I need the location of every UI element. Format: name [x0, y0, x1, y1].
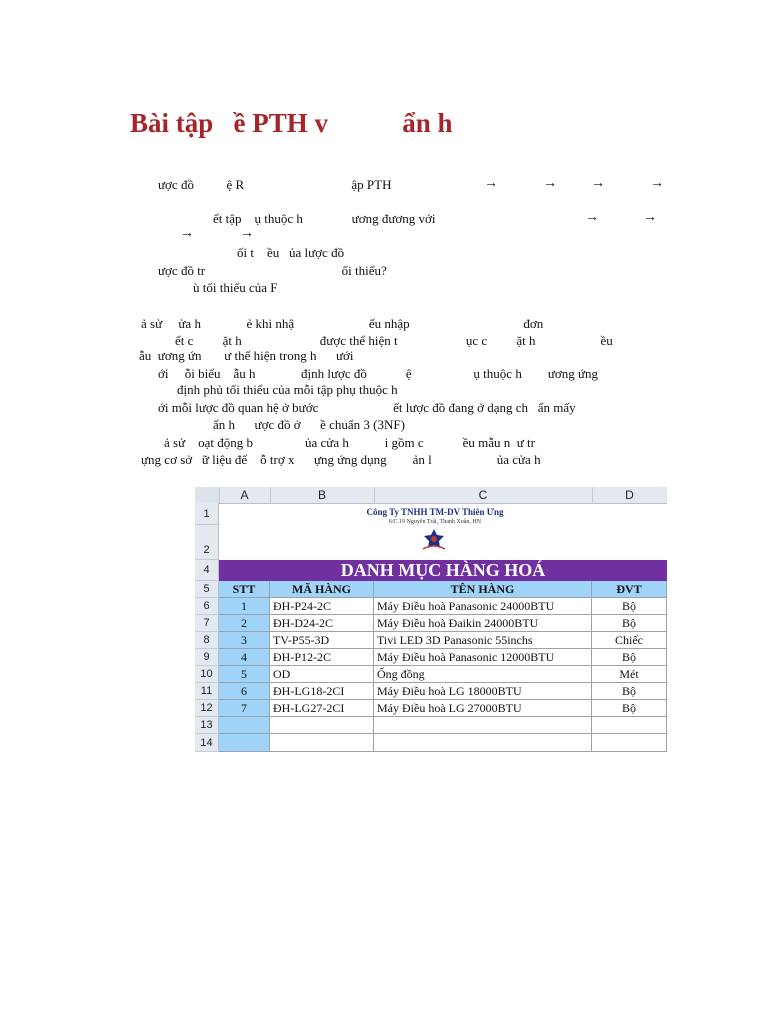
company-address: 6/C.19 Nguyễn Trãi, Thanh Xuân, HN — [388, 519, 482, 525]
page-title: Bài tập ề PTH v ẩn h — [130, 108, 453, 138]
cell-ma-hang: ĐH-P24-2C — [270, 598, 374, 615]
header-ten-hang: TÊN HÀNG — [374, 581, 592, 598]
row-header-10: 10 — [195, 666, 219, 683]
right-arrow-icon: → — [650, 176, 664, 191]
row-header-11: 11 — [195, 683, 219, 700]
text-line: định phủ tối thiểu của mỗi tập phụ thuộc h — [177, 382, 398, 397]
text-line: ù tối thiểu của F — [193, 280, 278, 295]
empty-cell — [270, 734, 374, 752]
row-header-4: 4 — [195, 560, 219, 581]
empty-cell — [374, 734, 592, 752]
cell-dvt: Chiếc — [592, 632, 667, 649]
column-header-c: C — [374, 487, 593, 503]
cell-dvt: Mét — [592, 666, 667, 683]
text-line: ược đồ tr ối thiểu? — [158, 263, 387, 278]
row-header-13: 13 — [195, 717, 219, 734]
text-line: ựng cơ sở ữ liệu để ỗ trợ x ựng ứng dụng ản l ủa cửa h — [141, 452, 541, 467]
row-header-14: 14 — [195, 734, 219, 752]
row-header-9: 9 — [195, 649, 219, 666]
empty-cell — [592, 717, 667, 734]
cell-dvt: Bộ — [592, 649, 667, 666]
cell-stt: 7 — [219, 700, 270, 717]
cell-ma-hang: ĐH-D24-2C — [270, 615, 374, 632]
empty-cell — [592, 734, 667, 752]
empty-cell — [270, 717, 374, 734]
cell-ma-hang: ĐH-LG18-2CI — [270, 683, 374, 700]
right-arrow-icon: → — [591, 176, 605, 191]
text-line: ới mỗi lược đồ quan hệ ở bước ết lược đồ đang ở dạng ch ẩn mấy — [158, 400, 576, 415]
text-line: ết c ặt h được thể hiện t ục c ặt h ều — [175, 333, 613, 348]
text-line: ới ỗi biểu ẫu h định lược đồ ệ ụ thuộc h ương ứng — [158, 366, 599, 381]
text-line: ẫu ương ứn ư thể hiện trong h ưới — [139, 348, 354, 363]
company-name: Công Ty TNHH TM-DV Thiên Ưng — [366, 507, 504, 517]
right-arrow-icon: → — [585, 210, 599, 225]
row-header-8: 8 — [195, 632, 219, 649]
cell-ten-hang: Ống đồng — [374, 666, 592, 683]
column-header-b: B — [270, 487, 375, 503]
cell-ten-hang: Máy Điều hoà Panasonic 12000BTU — [374, 649, 592, 666]
cell-stt: 3 — [219, 632, 270, 649]
text-line: ược đồ ệ R ập PTH — [158, 177, 392, 192]
empty-cell — [374, 717, 592, 734]
right-arrow-icon: → — [240, 226, 254, 241]
row-header-2: 2 — [195, 525, 219, 560]
cell-ma-hang: TV-P55-3D — [270, 632, 374, 649]
row-header-6: 6 — [195, 598, 219, 615]
cell-dvt: Bộ — [592, 683, 667, 700]
cell-stt: 5 — [219, 666, 270, 683]
text-line: ẩn h ược đồ ở ề chuẩn 3 (3NF) — [213, 417, 405, 432]
cell-stt: 4 — [219, 649, 270, 666]
text-line: ả sử oạt động b ủa cửa h i gồm c ều mẫu n ư tr — [164, 435, 535, 450]
right-arrow-icon: → — [643, 210, 657, 225]
text-line: ối t ều ủa lược đồ — [237, 245, 345, 260]
column-header-a: A — [219, 487, 271, 503]
company-logo-icon — [421, 527, 447, 551]
select-all-corner — [195, 487, 220, 503]
header-stt: STT — [219, 581, 270, 598]
cell-stt: 6 — [219, 683, 270, 700]
header-ma-hang: MÃ HÀNG — [270, 581, 374, 598]
right-arrow-icon: → — [180, 226, 194, 241]
column-header-d: D — [625, 488, 634, 502]
right-arrow-icon: → — [543, 176, 557, 191]
cell-dvt: Bộ — [592, 700, 667, 717]
cell-ma-hang: ĐH-P12-2C — [270, 649, 374, 666]
cell-ma-hang: ĐH-LG27-2CI — [270, 700, 374, 717]
row-header-7: 7 — [195, 615, 219, 632]
text-line: ết tập ụ thuộc h ương đương với — [213, 211, 436, 226]
right-arrow-icon: → — [484, 176, 498, 191]
row-header-12: 12 — [195, 700, 219, 717]
cell-ten-hang: Máy Điều hoà Panasonic 24000BTU — [374, 598, 592, 615]
cell-stt: 2 — [219, 615, 270, 632]
cell-dvt: Bộ — [592, 615, 667, 632]
cell-stt: 1 — [219, 598, 270, 615]
spreadsheet-image — [195, 487, 667, 752]
empty-cell — [219, 734, 270, 752]
row-header-5: 5 — [195, 581, 219, 598]
cell-ten-hang: Máy Điều hoà LG 27000BTU — [374, 700, 592, 717]
cell-dvt: Bộ — [592, 598, 667, 615]
table-banner: DANH MỤC HÀNG HOÁ — [219, 560, 667, 581]
text-line: ả sử ửa h ẻ khi nhậ ếu nhập đơn — [141, 316, 544, 331]
cell-ma-hang: OD — [270, 666, 374, 683]
cell-ten-hang: Máy Điều hoà Đaikin 24000BTU — [374, 615, 592, 632]
row-header-1: 1 — [195, 503, 219, 525]
cell-ten-hang: Tivi LED 3D Panasonic 55inchs — [374, 632, 592, 649]
cell-ten-hang: Máy Điều hoà LG 18000BTU — [374, 683, 592, 700]
empty-cell — [219, 717, 270, 734]
header-dvt: ĐVT — [592, 581, 667, 598]
